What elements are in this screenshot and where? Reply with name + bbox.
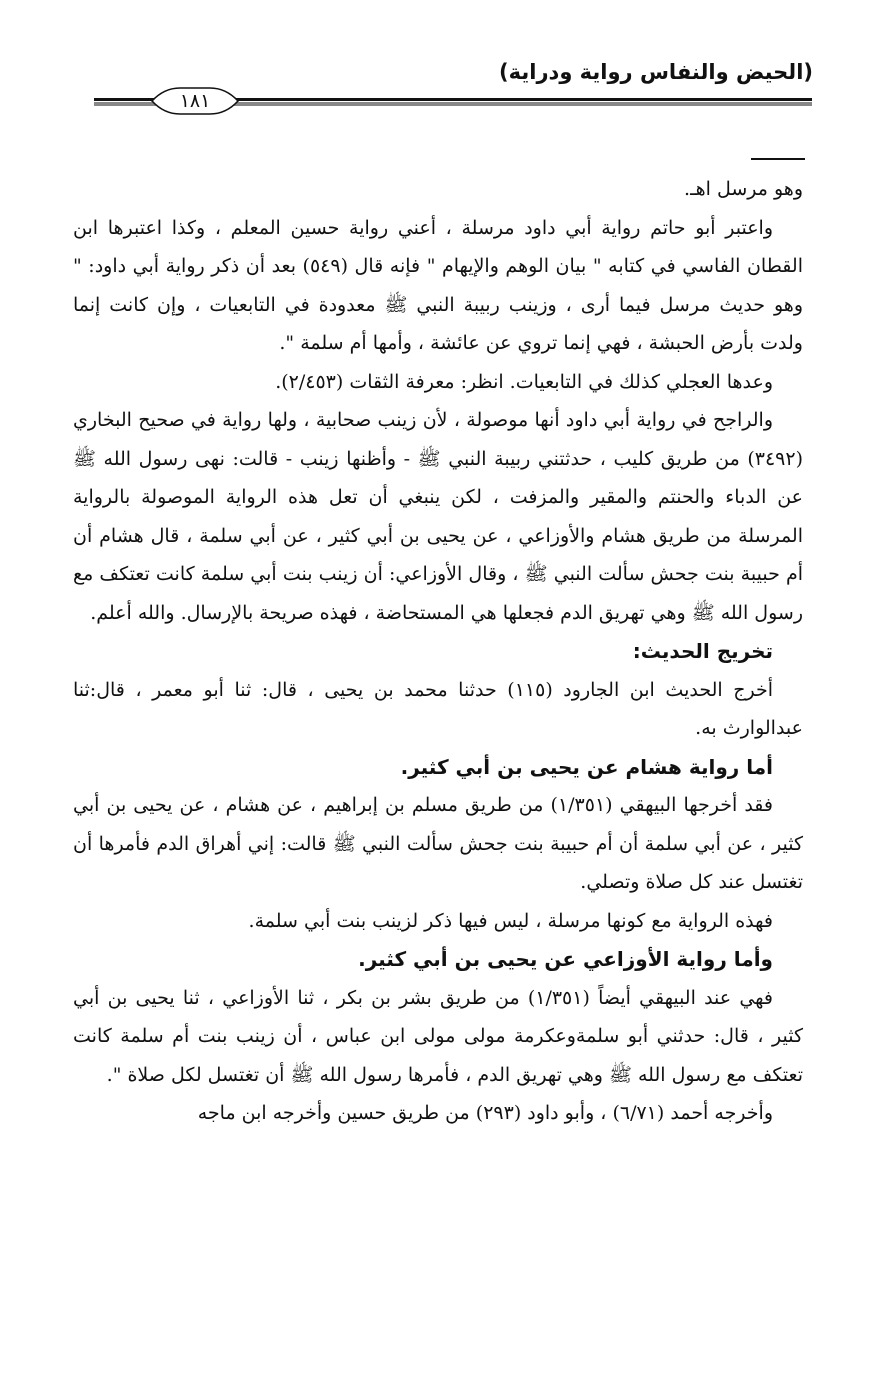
page-body [73, 170, 803, 1133]
paragraph: وأخرجه أحمد (٦/٧١) ، وأبو داود (٢٩٣) من طريق حسين وأخرجه ابن ماجه [197, 1102, 773, 1124]
paragraph: والراجح في رواية أبي داود أنها موصولة ، لأن زينب صحابية ، ولها رواية في صحيح البخاري (٣٤٩٢) من طريق كليب ، حدثتني ربيبة النبي ﷺ - وأظنها زينب - قالت: نهى رسول الله ﷺ عن الدباء والحنتم والمقير والمزفت ، لكن ينبغي أن تعل هذه الرواية الموصولة بالرواية المرسلة من طريق هشام والأوزاعي ، عن يحيى بن أبي كثير ، عن أبي سلمة ، قال هشام أن أم حبيبة بنت جحش سألت النبي ﷺ ، وقال الأوزاعي: أن زينب بنت أبي سلمة كانت تعتكف مع رسول الله ﷺ وهي تهريق الدم فجعلها هي المستحاضة ، فهذه صريحة بالإرسال. والله أعلم. [73, 409, 803, 624]
section-heading: وأما رواية الأوزاعي عن يحيى بن أبي كثير. [358, 947, 773, 971]
section-heading: تخريج الحديث: [632, 639, 773, 663]
page-number: ١٨١ [179, 90, 211, 112]
paragraph: وهو مرسل اهـ. [684, 178, 803, 200]
paragraph: وعدها العجلي كذلك في التابعيات. انظر: معرفة الثقات (٢/٤٥٣). [275, 370, 773, 393]
paragraph: فهذه الرواية مع كونها مرسلة ، ليس فيها ذكر لزينب بنت أبي سلمة. [248, 909, 773, 932]
paragraph: أخرج الحديث ابن الجارود (١١٥) حدثنا محمد بن يحيى ، قال: ثنا أبو معمر ، قال:ثنا عبدالوارث به. [73, 678, 803, 739]
footnote-separator-rule [751, 158, 805, 160]
paragraph: واعتبر أبو حاتم رواية أبي داود مرسلة ، أعني رواية حسين المعلم ، وكذا اعتبرها ابن القطان الفاسي في كتابه " بيان الوهم والإيهام " فإنه قال (٥٤٩) بعد أن ذكر رواية أبي داود: " وهو حديث مرسل فيما أرى ، وزينب ربيبة النبي ﷺ معدودة في التابعيات ، وإن كانت إنما ولدت بأرض الحبشة ، فهي إنما تروي عن عائشة ، وأمها أم سلمة ". [73, 216, 803, 354]
paragraph: فقد أخرجها البيهقي (١/٣٥١) من طريق مسلم بن إبراهيم ، عن هشام ، عن يحيى بن أبي كثير ، عن أبي سلمة أن أم حبيبة بنت جحش سألت النبي ﷺ قالت: إني أهراق الدم فأمرها أن تغتسل عند كل صلاة وتصلي. [73, 794, 803, 893]
paragraph: فهي عند البيهقي أيضاً (١/٣٥١) من طريق بشر بن بكر ، ثنا الأوزاعي ، ثنا يحيى بن أبي كثير ، قال: حدثني أبو سلمةوعكرمة مولى مولى ابن عباس ، أن زينب بنت أم سلمة كانت تعتكف مع رسول الله ﷺ وهي تهريق الدم ، فأمرها رسول الله ﷺ أن تغتسل لكل صلاة ". [73, 986, 803, 1086]
section-heading: أما رواية هشام عن يحيى بن أبي كثير. [400, 754, 773, 779]
running-header-title: (الحيض والنفاس رواية ودراية) [499, 60, 813, 84]
